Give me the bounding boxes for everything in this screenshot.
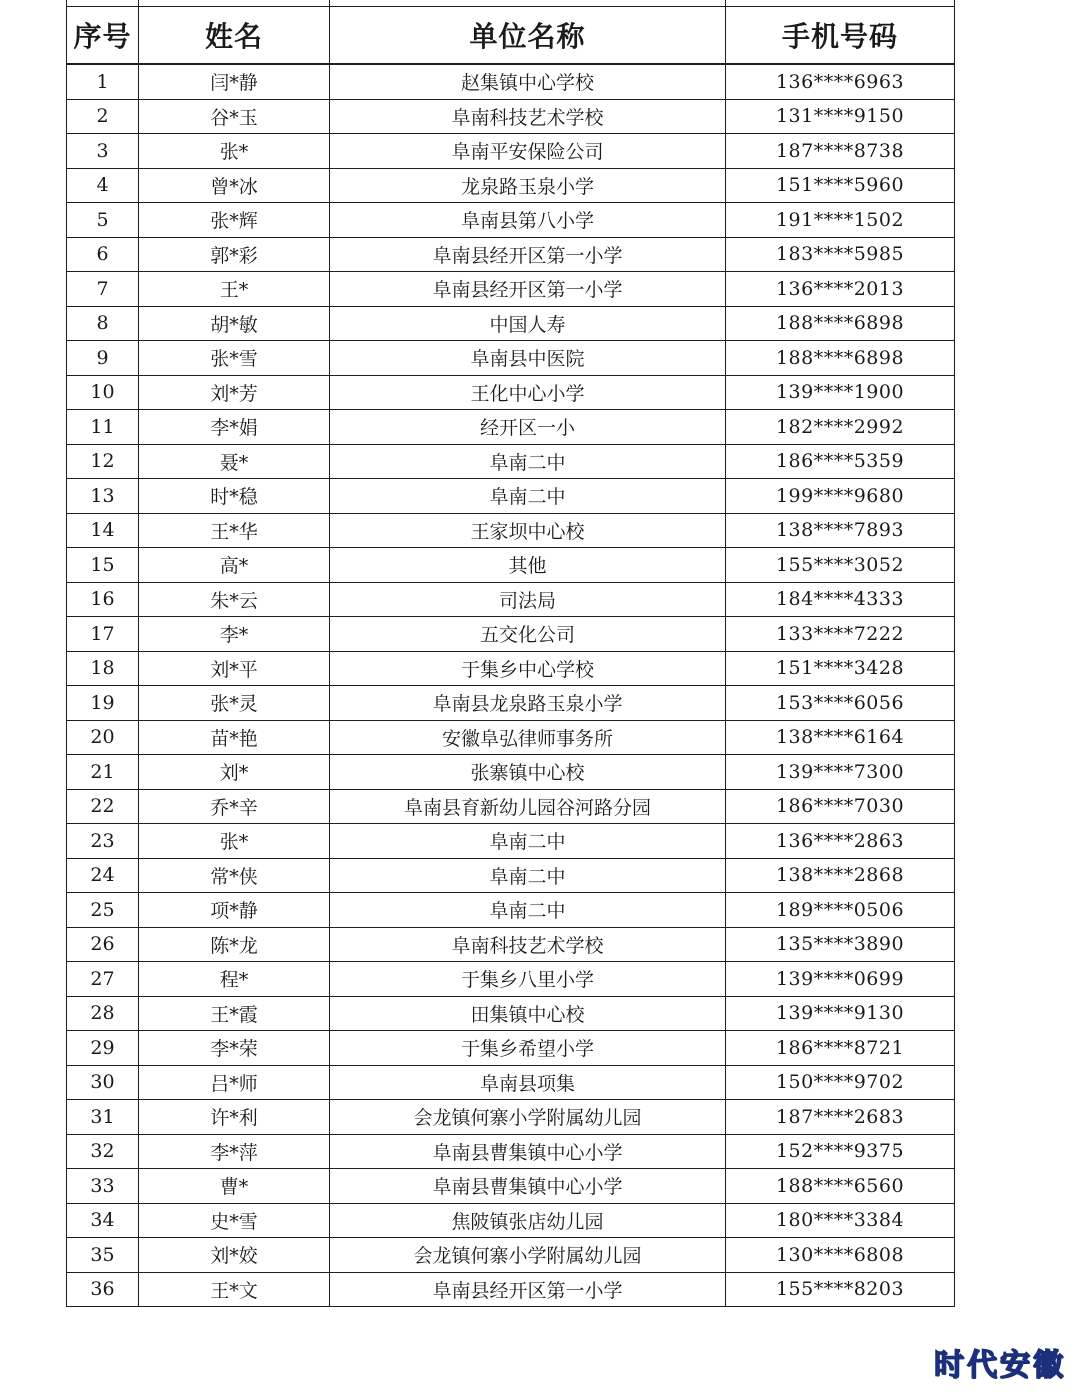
cell-name: 王* <box>139 272 330 307</box>
cell-name: 刘*姣 <box>139 1238 330 1273</box>
table-row <box>67 134 955 169</box>
cell-phone: 186****5359 <box>726 444 955 479</box>
cell-index: 29 <box>67 1031 139 1066</box>
table-row <box>67 375 955 410</box>
cell-index: 10 <box>67 375 139 410</box>
cell-name: 常*侠 <box>139 858 330 893</box>
cell-organization: 中国人寿 <box>330 306 726 341</box>
cell-organization: 赵集镇中心学校 <box>330 64 726 99</box>
table-row <box>67 306 955 341</box>
cell-index: 23 <box>67 824 139 859</box>
cell-index: 7 <box>67 272 139 307</box>
cell-organization: 阜南科技艺术学校 <box>330 927 726 962</box>
cell-organization: 于集乡希望小学 <box>330 1031 726 1066</box>
cell-name: 程* <box>139 962 330 997</box>
table-row <box>67 272 955 307</box>
cell-index: 24 <box>67 858 139 893</box>
cell-organization: 张寨镇中心校 <box>330 755 726 790</box>
cell-organization: 于集乡八里小学 <box>330 962 726 997</box>
cell-name: 乔*辛 <box>139 789 330 824</box>
cell-name: 刘* <box>139 755 330 790</box>
table-row <box>67 237 955 272</box>
cell-name: 项*静 <box>139 893 330 928</box>
cell-organization: 田集镇中心校 <box>330 996 726 1031</box>
cell-index: 12 <box>67 444 139 479</box>
cell-index: 33 <box>67 1169 139 1204</box>
cell-index: 15 <box>67 548 139 583</box>
cell-index: 18 <box>67 651 139 686</box>
cell-index: 17 <box>67 617 139 652</box>
table-row <box>67 1134 955 1169</box>
cell-name: 李*萍 <box>139 1134 330 1169</box>
cell-phone: 191****1502 <box>726 203 955 238</box>
table-row <box>67 1100 955 1135</box>
cell-phone: 139****9130 <box>726 996 955 1031</box>
cell-index: 5 <box>67 203 139 238</box>
table-row <box>67 720 955 755</box>
cell-index: 19 <box>67 686 139 721</box>
table-row <box>67 893 955 928</box>
table-row <box>67 444 955 479</box>
cell-phone: 150****9702 <box>726 1065 955 1100</box>
roster-sheet <box>66 0 954 1307</box>
cell-phone: 155****3052 <box>726 548 955 583</box>
table-row <box>67 686 955 721</box>
cell-phone: 188****6898 <box>726 306 955 341</box>
roster-table <box>66 0 955 1307</box>
cell-name: 张*辉 <box>139 203 330 238</box>
cell-organization: 其他 <box>330 548 726 583</box>
cell-organization: 阜南县龙泉路玉泉小学 <box>330 686 726 721</box>
cell-organization: 阜南县曹集镇中心小学 <box>330 1134 726 1169</box>
cell-phone: 138****7893 <box>726 513 955 548</box>
cell-phone: 188****6898 <box>726 341 955 376</box>
cell-name: 张* <box>139 134 330 169</box>
cell-organization: 司法局 <box>330 582 726 617</box>
cell-phone: 136****6963 <box>726 64 955 99</box>
table-row <box>67 1065 955 1100</box>
cell-name: 史*雪 <box>139 1203 330 1238</box>
cell-phone: 130****6808 <box>726 1238 955 1273</box>
cell-phone: 188****6560 <box>726 1169 955 1204</box>
cell-phone: 155****8203 <box>726 1272 955 1307</box>
cell-name: 闫*静 <box>139 64 330 99</box>
cell-name: 苗*艳 <box>139 720 330 755</box>
cell-phone: 183****5985 <box>726 237 955 272</box>
cell-phone: 153****6056 <box>726 686 955 721</box>
cell-organization: 阜南平安保险公司 <box>330 134 726 169</box>
table-row <box>67 755 955 790</box>
cell-index: 2 <box>67 99 139 134</box>
table-row <box>67 479 955 514</box>
cell-index: 16 <box>67 582 139 617</box>
table-row <box>67 1031 955 1066</box>
cell-organization: 阜南二中 <box>330 479 726 514</box>
header-organization: 单位名称 <box>330 7 726 65</box>
cell-phone: 189****0506 <box>726 893 955 928</box>
table-row <box>67 996 955 1031</box>
cell-organization: 阜南县中医院 <box>330 341 726 376</box>
table-row <box>67 410 955 445</box>
cell-name: 张*灵 <box>139 686 330 721</box>
cell-name: 曾*冰 <box>139 168 330 203</box>
cell-name: 聂* <box>139 444 330 479</box>
table-row <box>67 64 955 99</box>
roster-body <box>67 64 955 1307</box>
cell-index: 30 <box>67 1065 139 1100</box>
cell-name: 高* <box>139 548 330 583</box>
cell-name: 王*文 <box>139 1272 330 1307</box>
cell-index: 1 <box>67 64 139 99</box>
table-row <box>67 1238 955 1273</box>
table-row <box>67 651 955 686</box>
table-row <box>67 1203 955 1238</box>
cell-phone: 184****4333 <box>726 582 955 617</box>
cell-phone: 151****3428 <box>726 651 955 686</box>
cell-phone: 187****2683 <box>726 1100 955 1135</box>
cell-phone: 131****9150 <box>726 99 955 134</box>
cell-phone: 138****6164 <box>726 720 955 755</box>
cell-name: 张*雪 <box>139 341 330 376</box>
cell-name: 谷*玉 <box>139 99 330 134</box>
cell-phone: 186****7030 <box>726 789 955 824</box>
cell-phone: 139****7300 <box>726 755 955 790</box>
table-row <box>67 99 955 134</box>
cell-organization: 龙泉路玉泉小学 <box>330 168 726 203</box>
table-row <box>67 203 955 238</box>
table-row <box>67 617 955 652</box>
table-row <box>67 168 955 203</box>
cell-phone: 139****0699 <box>726 962 955 997</box>
cell-name: 王*华 <box>139 513 330 548</box>
cell-name: 张* <box>139 824 330 859</box>
cell-index: 26 <box>67 927 139 962</box>
cell-index: 14 <box>67 513 139 548</box>
cell-phone: 136****2863 <box>726 824 955 859</box>
cell-phone: 133****7222 <box>726 617 955 652</box>
cell-phone: 139****1900 <box>726 375 955 410</box>
cell-index: 20 <box>67 720 139 755</box>
cell-organization: 阜南县第八小学 <box>330 203 726 238</box>
cell-index: 9 <box>67 341 139 376</box>
table-row <box>67 582 955 617</box>
cell-organization: 焦陂镇张店幼儿园 <box>330 1203 726 1238</box>
table-row <box>67 789 955 824</box>
cell-index: 3 <box>67 134 139 169</box>
cell-organization: 阜南县经开区第一小学 <box>330 1272 726 1307</box>
cell-name: 李* <box>139 617 330 652</box>
cell-organization: 阜南县曹集镇中心小学 <box>330 1169 726 1204</box>
cell-name: 王*霞 <box>139 996 330 1031</box>
cell-index: 27 <box>67 962 139 997</box>
cell-organization: 阜南二中 <box>330 444 726 479</box>
table-row <box>67 824 955 859</box>
cell-index: 32 <box>67 1134 139 1169</box>
watermark-logo: 时代安徽 <box>934 1348 1066 1383</box>
cell-organization: 阜南二中 <box>330 858 726 893</box>
cell-organization: 阜南县项集 <box>330 1065 726 1100</box>
cell-organization: 五交化公司 <box>330 617 726 652</box>
cell-name: 吕*师 <box>139 1065 330 1100</box>
cell-organization: 阜南科技艺术学校 <box>330 99 726 134</box>
table-row <box>67 548 955 583</box>
cell-organization: 王化中心小学 <box>330 375 726 410</box>
table-row <box>67 962 955 997</box>
cell-index: 35 <box>67 1238 139 1273</box>
cell-phone: 151****5960 <box>726 168 955 203</box>
cell-name: 胡*敏 <box>139 306 330 341</box>
cell-name: 朱*云 <box>139 582 330 617</box>
cell-phone: 187****8738 <box>726 134 955 169</box>
cell-organization: 阜南二中 <box>330 824 726 859</box>
cell-phone: 199****9680 <box>726 479 955 514</box>
cell-index: 6 <box>67 237 139 272</box>
cell-index: 28 <box>67 996 139 1031</box>
cell-name: 许*利 <box>139 1100 330 1135</box>
cell-organization: 阜南县经开区第一小学 <box>330 272 726 307</box>
cell-phone: 135****3890 <box>726 927 955 962</box>
cell-organization: 会龙镇何寨小学附属幼儿园 <box>330 1238 726 1273</box>
cell-index: 13 <box>67 479 139 514</box>
table-row <box>67 927 955 962</box>
cell-organization: 安徽阜弘律师事务所 <box>330 720 726 755</box>
cell-phone: 186****8721 <box>726 1031 955 1066</box>
table-row <box>67 1272 955 1307</box>
cell-organization: 会龙镇何寨小学附属幼儿园 <box>330 1100 726 1135</box>
cell-organization: 于集乡中心学校 <box>330 651 726 686</box>
header-phone: 手机号码 <box>726 7 955 65</box>
header-name: 姓名 <box>139 7 330 65</box>
cell-phone: 136****2013 <box>726 272 955 307</box>
cell-organization: 阜南县育新幼儿园谷河路分园 <box>330 789 726 824</box>
cell-index: 4 <box>67 168 139 203</box>
cell-index: 11 <box>67 410 139 445</box>
cell-organization: 阜南县经开区第一小学 <box>330 237 726 272</box>
cell-name: 刘*芳 <box>139 375 330 410</box>
cell-name: 李*荣 <box>139 1031 330 1066</box>
cell-phone: 138****2868 <box>726 858 955 893</box>
table-row <box>67 341 955 376</box>
cell-index: 8 <box>67 306 139 341</box>
cell-phone: 152****9375 <box>726 1134 955 1169</box>
cell-name: 郭*彩 <box>139 237 330 272</box>
cell-name: 刘*平 <box>139 651 330 686</box>
cell-index: 34 <box>67 1203 139 1238</box>
cell-organization: 王家坝中心校 <box>330 513 726 548</box>
cell-organization: 阜南二中 <box>330 893 726 928</box>
cell-organization: 经开区一小 <box>330 410 726 445</box>
cell-index: 25 <box>67 893 139 928</box>
table-header-row <box>67 7 955 65</box>
cell-name: 时*稳 <box>139 479 330 514</box>
cell-name: 曹* <box>139 1169 330 1204</box>
cell-phone: 182****2992 <box>726 410 955 445</box>
header-index: 序号 <box>67 7 139 65</box>
cell-index: 36 <box>67 1272 139 1307</box>
cell-name: 陈*龙 <box>139 927 330 962</box>
table-row <box>67 858 955 893</box>
cell-index: 22 <box>67 789 139 824</box>
table-row <box>67 1169 955 1204</box>
cell-index: 31 <box>67 1100 139 1135</box>
cell-name: 李*娟 <box>139 410 330 445</box>
table-row <box>67 513 955 548</box>
cell-phone: 180****3384 <box>726 1203 955 1238</box>
cell-index: 21 <box>67 755 139 790</box>
